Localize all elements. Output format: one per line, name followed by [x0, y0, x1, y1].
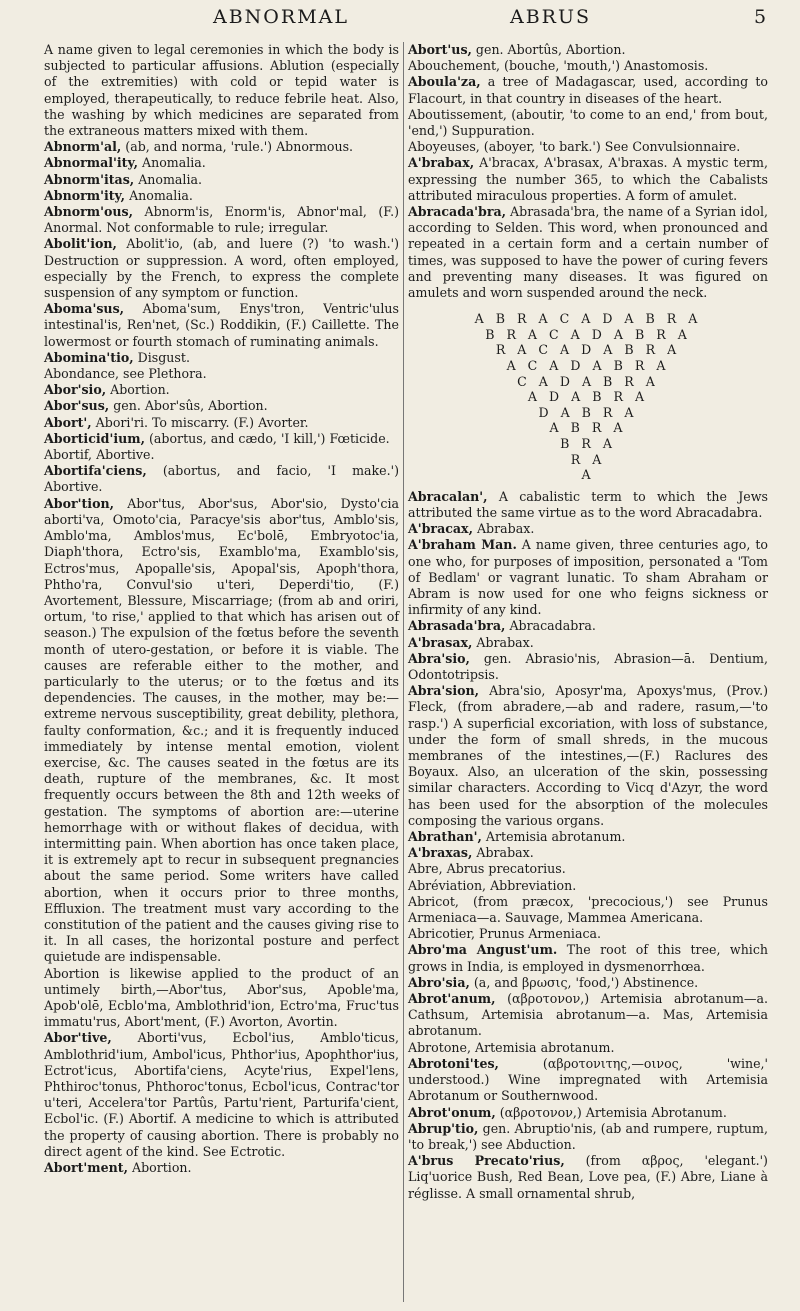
triangle-line: A C A D A B R A: [506, 358, 670, 374]
entry-definition: gen. Abrasio'nis, Abrasion—ā. Dentium, Odontotripsis.: [408, 650, 768, 683]
dictionary-entry: [408, 861, 768, 877]
entry-headword: Abra'sion,: [408, 683, 480, 699]
dictionary-entry: [44, 463, 399, 495]
entry-definition: A'bracax, A'brasax, A'braxas. A mystic term, expressing the number 365, to which the Cabalists attributed miraculous properties. A form of amulet.: [408, 155, 768, 203]
triangle-line: B R A: [560, 436, 616, 451]
dictionary-entry: [408, 489, 768, 521]
entry-definition: Anomalia.: [125, 187, 193, 203]
entry-definition: gen. Abruptio'nis, (ab and rumpere, ruptum, 'to break,') see Abduction.: [408, 1120, 768, 1152]
triangle-line: R A C A D A B R A: [495, 342, 681, 358]
dictionary-entry: [44, 415, 399, 431]
entry-definition: Aboutissement, (aboutir, 'to come to an end,' from bout, 'end,') Suppuration.: [408, 106, 768, 139]
dictionary-entry: [44, 366, 399, 382]
entry-headword: Abnormal'ity,: [44, 155, 138, 171]
page-number: 5: [754, 6, 767, 28]
dictionary-entry: [408, 926, 768, 942]
entry-headword: Aborticid'ium,: [44, 430, 145, 446]
header-right-word: ABRUS: [510, 6, 592, 28]
dictionary-entry: [44, 398, 399, 414]
entry-definition: Abortion.: [127, 1160, 192, 1176]
entry-headword: Abnorm'ous,: [44, 204, 133, 220]
dictionary-entry: [408, 139, 768, 155]
entry-definition: Abortif, Abortive.: [44, 447, 155, 463]
entry-headword: Abro'ma Angust'um.: [408, 942, 558, 958]
entry-definition: Abrabax.: [472, 845, 534, 861]
triangle-line: A B R A C A D A B R A: [474, 311, 702, 327]
entry-definition: Abrasada'bra, the name of a Syrian idol, according to Selden. This word, when pronounced and repeated in a certain form and a certain number of times, was supposed to have the power of curing fevers and preventing many diseases. It was figured on amulets and worn suspended around the neck.: [408, 204, 768, 301]
entry-definition: Abréviation, Abbreviation.: [408, 877, 577, 893]
dictionary-entry: [408, 618, 768, 634]
dictionary-entry: [408, 635, 768, 651]
entry-definition: a tree of Madagascar, used, according to Flacourt, in that country in diseases of the heart.: [408, 74, 768, 106]
dictionary-entry: [408, 204, 768, 301]
dictionary-entry: [408, 1056, 768, 1105]
triangle-line: C A D A B R A: [517, 373, 659, 389]
column-divider: [403, 42, 404, 1302]
dictionary-entry: [408, 683, 768, 829]
entry-headword: Abolit'ion,: [44, 236, 117, 252]
entry-headword: Abnorm'ity,: [44, 187, 126, 203]
dictionary-entry: [44, 496, 399, 966]
dictionary-entry: [408, 845, 768, 861]
left-column: [44, 42, 399, 1176]
entry-headword: Abro'sia,: [408, 974, 470, 990]
dictionary-entry: [44, 204, 399, 236]
entry-definition: Abricotier, Prunus Armeniaca.: [408, 926, 602, 942]
dictionary-entry: [408, 155, 768, 204]
entry-headword: Abracada'bra,: [408, 204, 507, 220]
entry-definition: Aboma'sum, Enys'tron, Ventric'ulus intestinal'is, Ren'net, (Sc.) Roddikin, (F.) Caillette. The lowermost or fourth stomach of ruminating animals.: [44, 301, 399, 349]
entry-definition: Abouchement, (bouche, 'mouth,') Anastomosis.: [408, 58, 709, 74]
entry-definition: Abolit'io, (ab, and luere (?) 'to wash.') Destruction or suppression. A word, often employed, especially by the French, to express the complete suspension of any symptom or function.: [44, 236, 399, 301]
dictionary-entry: [408, 651, 768, 683]
right-column-top-entries: [408, 42, 768, 301]
entry-definition: gen. Abortûs, Abortion.: [471, 42, 626, 57]
entry-definition: (abortus, and cædo, 'I kill,') Fœticide.: [144, 430, 390, 446]
dictionary-entry: [408, 58, 768, 74]
entry-headword: Abor'sus,: [44, 398, 110, 414]
entry-headword: A'brabax,: [408, 155, 475, 171]
entry-headword: Abrot'onum,: [408, 1104, 496, 1120]
dictionary-entry: [408, 1105, 768, 1121]
entry-definition: Abortion is likewise applied to the product of an untimely birth,—Abor'tus, Abor'sus, Apoble'ma, Apob'olē, Ecblo'ma, Amblothrid'ion, Ectro'ma, Fruc'tus immatu'rus, Abort'ment, (F.) Avorton, Avortin.: [44, 965, 399, 1030]
dictionary-entry: [44, 1160, 399, 1176]
entry-definition: A name given to legal ceremonies in which the body is subjected to particular affusions. Ablution (especially of the extremities) with cold or tepid water is employed, therapeutically, to reduce febrile heat. Also, the washing by which medicines are separated from the extraneous matters mixed with them.: [44, 42, 399, 139]
entry-definition: Abre, Abrus precatorius.: [408, 861, 566, 877]
entry-headword: Abort'us,: [408, 42, 472, 57]
entry-headword: Abort'ment,: [44, 1160, 128, 1176]
entry-definition: A name given, three centuries ago, to one who, for purposes of imposition, personated a 'Tom of Bedlam' or vagrant lunatic. To sham Abraham or Abram is now used for one who feigns sickness or infirmity of any kind.: [408, 537, 768, 618]
header-left-word: ABNORMAL: [213, 6, 349, 28]
dictionary-entry: [408, 107, 768, 139]
entry-definition: Aborti'vus, Ecbol'ius, Amblo'ticus, Amblothrid'ium, Ambol'icus, Phthor'ius, Apophthor'ius, Ectrot'icus, Abortifa'ciens, Acyte'rius, Expel'lens, Phthiroc'tonus, Phthoroc'tonus, Ecbol'icus, Contrac'tor u'teri, Accelera'tor Partûs, Partu'rient, Parturifa'cient, Ecbol'ic. (F.) Abortif. A medicine to which is attributed the property of causing abortion. There is probably no direct agent of the kind. See Ectrotic.: [44, 1030, 399, 1159]
entry-definition: Abrabax.: [472, 634, 534, 650]
triangle-line: B R A C A D A B R A: [485, 326, 691, 342]
entry-headword: Abor'tion,: [44, 495, 115, 511]
triangle-line: A D A B R A: [527, 389, 649, 405]
entry-definition: gen. Abor'sûs, Abortion.: [109, 398, 268, 414]
entry-definition: Abondance, see Plethora.: [44, 366, 207, 382]
dictionary-entry: [408, 975, 768, 991]
triangle-line: D A B R A: [538, 404, 638, 420]
right-column: [408, 42, 768, 1202]
entry-headword: A'bracax,: [408, 521, 473, 537]
right-column-bottom-entries: [408, 489, 768, 1202]
entry-definition: (a, and βρωσις, 'food,') Abstinence.: [469, 974, 699, 990]
dictionary-entry: [408, 894, 768, 926]
entry-headword: Aboma'sus,: [44, 301, 125, 317]
dictionary-entry: [44, 382, 399, 398]
entry-headword: Abracalan',: [408, 488, 488, 504]
dictionary-entry: [408, 1040, 768, 1056]
dictionary-entry: [44, 188, 399, 204]
dictionary-entry: [408, 74, 768, 106]
entry-headword: Abor'sio,: [44, 382, 107, 398]
entry-headword: Abrot'anum,: [408, 991, 496, 1007]
triangle-line: R A: [570, 451, 606, 467]
dictionary-entry: [44, 301, 399, 350]
entry-headword: Abrup'tio,: [408, 1120, 479, 1136]
entry-definition: Abortion.: [106, 382, 170, 398]
entry-definition: (from αβρος, 'elegant.') Liq'uorice Bush, Red Bean, Love pea, (F.) Abre, Liane à réglisse. A small ornamental shrub,: [408, 1153, 768, 1201]
entry-definition: Abori'ri. To miscarry. (F.) Avorter.: [91, 414, 309, 430]
dictionary-entry: [44, 350, 399, 366]
dictionary-entry: [408, 991, 768, 1040]
dictionary-entry: [408, 537, 768, 618]
entry-definition: Artemisia abrotanum.: [481, 829, 626, 845]
triangle-line: A: [581, 467, 595, 483]
dictionary-entry: [44, 236, 399, 301]
page-header: [0, 0, 800, 36]
entry-definition: Anomalia.: [134, 171, 202, 187]
entry-headword: Abrotoni'tes,: [408, 1055, 499, 1071]
entry-definition: The root of this tree, which grows in India, is employed in dysmenorrhœa.: [408, 942, 768, 974]
dictionary-entry: [408, 1121, 768, 1153]
entry-headword: Abrasada'bra,: [408, 618, 506, 634]
entry-definition: Anomalia.: [138, 155, 206, 171]
dictionary-entry: [408, 942, 768, 974]
entry-definition: (αβροτονιτης,—οινος, 'wine,' understood.) Wine impregnated with Artemisia Abrotanum or Southernwood.: [408, 1055, 768, 1104]
entry-definition: Abrabax.: [472, 521, 535, 537]
dictionary-entry: [44, 431, 399, 447]
entry-definition: Aboyeuses, (aboyer, 'to bark.') See Convulsionnaire.: [408, 139, 741, 155]
dictionary-entry: [408, 1153, 768, 1202]
dictionary-entry: [44, 447, 399, 463]
entry-headword: Abnorm'itas,: [44, 171, 135, 187]
entry-headword: Abortifa'ciens,: [44, 463, 147, 479]
entry-headword: A'brus Precato'rius,: [408, 1153, 565, 1169]
dictionary-entry: [44, 155, 399, 171]
entry-headword: Abra'sio,: [408, 650, 470, 666]
entry-headword: Abort',: [44, 414, 92, 430]
entry-headword: Aboula'za,: [408, 74, 481, 90]
entry-definition: Abracadabra.: [505, 618, 596, 634]
entry-definition: Abrotone, Artemisia abrotanum.: [408, 1039, 615, 1055]
entry-definition: (αβροτονον,) Artemisia Abrotanum.: [495, 1104, 727, 1120]
dictionary-entry: [44, 42, 399, 139]
dictionary-entry: [44, 1030, 399, 1160]
dictionary-entry: [408, 521, 768, 537]
entry-headword: A'brasax,: [408, 634, 473, 650]
entry-definition: Abra'sio, Aposyr'ma, Apoxys'mus, (Prov.) Fleck, (from abradere,—ab and radere, rasum,—'to rasp.') A superficial excoriation, with loss of substance, under the form of small shreds, in the mucous membranes of the intestines,—(F.) Raclures des Boyaux. Also, an ulceration of the skin, possessing similar characters. According to Vicq d'Azyr, the word has been used for the absorption of the molecules composing the various organs.: [408, 683, 768, 828]
entry-definition: (abortus, and facio, 'I make.') Abortive.: [44, 463, 399, 495]
dictionary-entry: [408, 878, 768, 894]
abracadabra-triangle: [408, 311, 768, 483]
dictionary-entry: [408, 42, 768, 58]
entry-definition: Abnorm'is, Enorm'is, Abnor'mal, (F.) Anormal. Not conformable to rule; irregular.: [44, 204, 399, 236]
entry-definition: (αβροτονον,) Artemisia abrotanum—a. Cathsum, Artemisia abrotanum—a. Mas, Artemisia abrotanum.: [408, 991, 768, 1039]
entry-headword: A'braham Man.: [408, 537, 517, 553]
dictionary-entry: [44, 172, 399, 188]
entry-definition: Abor'tus, Abor'sus, Abor'sio, Dysto'cia aborti'va, Omoto'cia, Paracye'sis abor'tus, Amblo'sis, Amblo'ma, Amblos'mus, Ec'bolē, Embryotoc'ia, Diaph'thora, Ectro'sis, Examblo'ma, Examblo'sis, Ectros'mus, Apopalle'sis, Apopal'sis, Apoph'thora, Phtho'ra, Convul'sio u'teri, Deperdi'tio, (F.) Avortement, Blessure, Miscarriage; (from ab and oriri, ortum, 'to rise,' applied to that which has arisen out of season.) The expulsion of the fœtus before the seventh month of utero-gestation, or before it is viable. The causes are referable either to the mother, and particularly to the uterus; or to the fœtus and its dependencies. The causes, in the mother, may be:—extreme nervous susceptibility, great debility, plethora, faulty conformation, &c.; and it is frequently induced immediately by intense mental emotion, violent exercise, &c. The causes seated in the fœtus are its death, rupture of the membranes, &c. It most frequently occurs between the 8th and 12th weeks of gestation. The symptoms of abortion are:—uterine hemorrhage with or without flakes of decidua, with intermitting pain. When abortion has once taken place, it is extremely apt to recur in subsequent pregnancies about the same period. Some writers have called abortion, when it occurs prior to three months, Effluxion. The treatment must vary according to the constitution of the patient and the causes giving rise to it. In all cases, the horizontal posture and perfect quietude are indispensable.: [44, 495, 399, 965]
entry-definition: Disgust.: [133, 349, 190, 365]
dictionary-entry: [44, 966, 399, 1031]
entry-headword: Abor'tive,: [44, 1030, 112, 1046]
triangle-line: A B R A: [549, 420, 627, 436]
dictionary-entry: [44, 139, 399, 155]
entry-headword: A'braxas,: [408, 845, 473, 861]
entry-definition: Abricot, (from præcox, 'precocious,') see Prunus Armeniaca—a. Sauvage, Mammea Americana.: [408, 893, 768, 926]
entry-headword: Abomina'tio,: [44, 349, 134, 365]
entry-headword: Abnorm'al,: [44, 139, 122, 155]
entry-headword: Abrathan',: [408, 829, 482, 845]
entry-definition: (ab, and norma, 'rule.') Abnormous.: [121, 139, 354, 155]
entry-definition: A cabalistic term to which the Jews attributed the same virtue as to the word Abracadabra.: [408, 488, 768, 520]
dictionary-entry: [408, 829, 768, 845]
